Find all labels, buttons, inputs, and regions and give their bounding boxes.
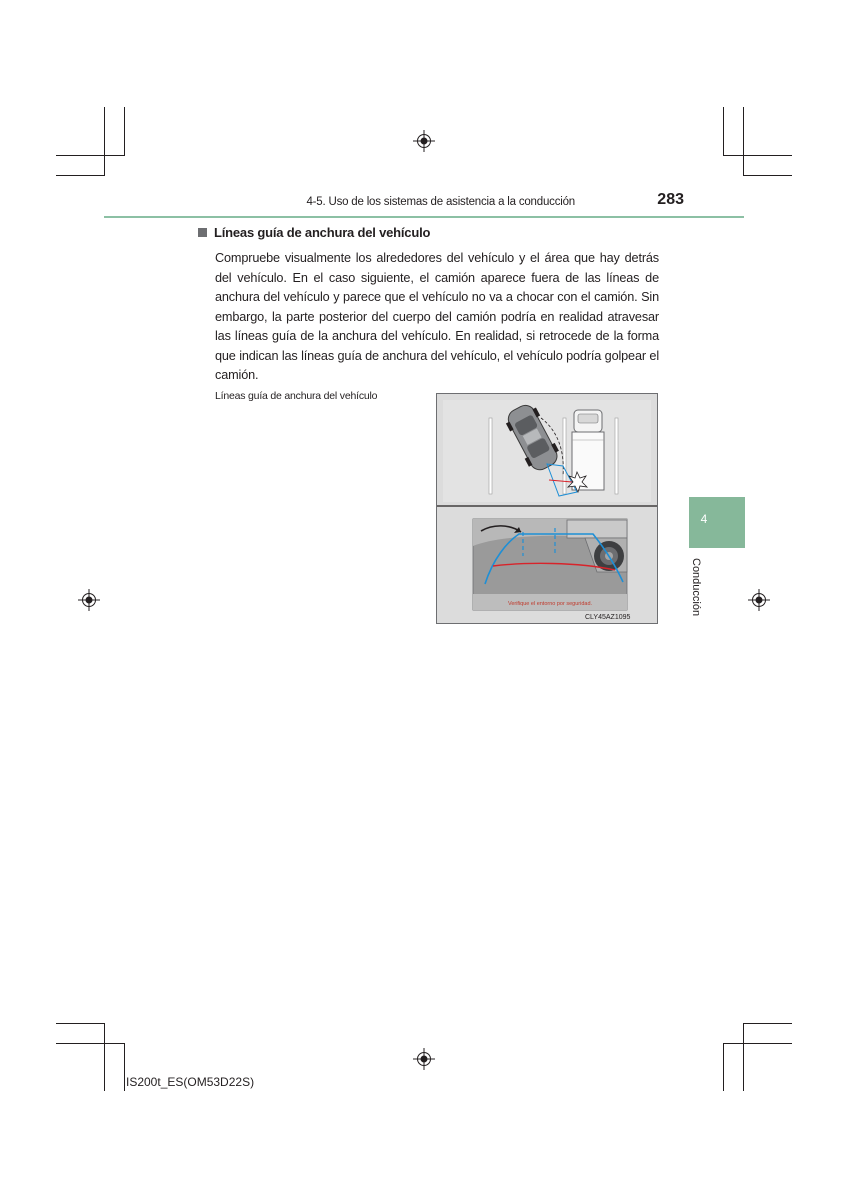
crop-mark <box>124 1043 125 1091</box>
crop-mark <box>104 1023 105 1091</box>
crop-mark <box>723 155 792 156</box>
crop-mark <box>56 1043 125 1044</box>
bullet-square-icon <box>198 228 207 237</box>
section-body: Compruebe visualmente los alrededores del vehículo y el área que hay detrás del vehículo. En el caso siguiente, el camión aparece fuera de las líneas de anchura del vehículo y parece que el vehículo no va a chocar con el camión. Sin embargo, la parte posterior del cuerpo del camión podría en realidad atravesar las líneas guía de la anchura del vehículo. En realidad, si retrocede de la forma que indican las líneas guía de anchura del vehículo, el vehículo podría golpear el camión. <box>215 251 659 382</box>
crop-mark <box>56 155 125 156</box>
crop-mark <box>743 175 792 176</box>
registration-mark-icon <box>78 589 100 611</box>
crop-mark <box>743 1023 792 1024</box>
screen-message: Verifique el entorno por seguridad. <box>507 601 593 607</box>
parking-line <box>563 418 566 494</box>
chapter-tab-label: Conducción <box>690 558 702 617</box>
illustration-frame <box>436 393 658 624</box>
crop-mark <box>56 1023 105 1024</box>
header-divider <box>104 216 744 218</box>
illustration <box>437 394 657 623</box>
crop-mark <box>124 107 125 156</box>
figure-caption: Líneas guía de anchura del vehículo <box>215 390 378 402</box>
crop-mark <box>104 107 105 175</box>
crop-mark <box>723 107 724 156</box>
model-code: IS200t_ES(OM53D22S) <box>126 1075 255 1089</box>
crop-mark <box>743 107 744 175</box>
crop-mark <box>56 175 105 176</box>
registration-mark-icon <box>413 130 435 152</box>
chapter-title: 4-5. Uso de los sistemas de asistencia a la conducción <box>306 196 575 208</box>
section-heading: Líneas guía de anchura del vehículo <box>198 225 430 240</box>
page-number: 283 <box>657 191 684 208</box>
chapter-tab-number: 4 <box>700 512 708 526</box>
registration-mark-icon <box>748 589 770 611</box>
crop-mark <box>743 1023 744 1091</box>
crop-mark <box>723 1043 792 1044</box>
parking-line <box>489 418 492 494</box>
crop-mark <box>723 1043 724 1091</box>
parking-line <box>615 418 618 494</box>
figure-code: CLY45AZ1095 <box>585 614 631 621</box>
registration-mark-icon <box>413 1048 435 1070</box>
